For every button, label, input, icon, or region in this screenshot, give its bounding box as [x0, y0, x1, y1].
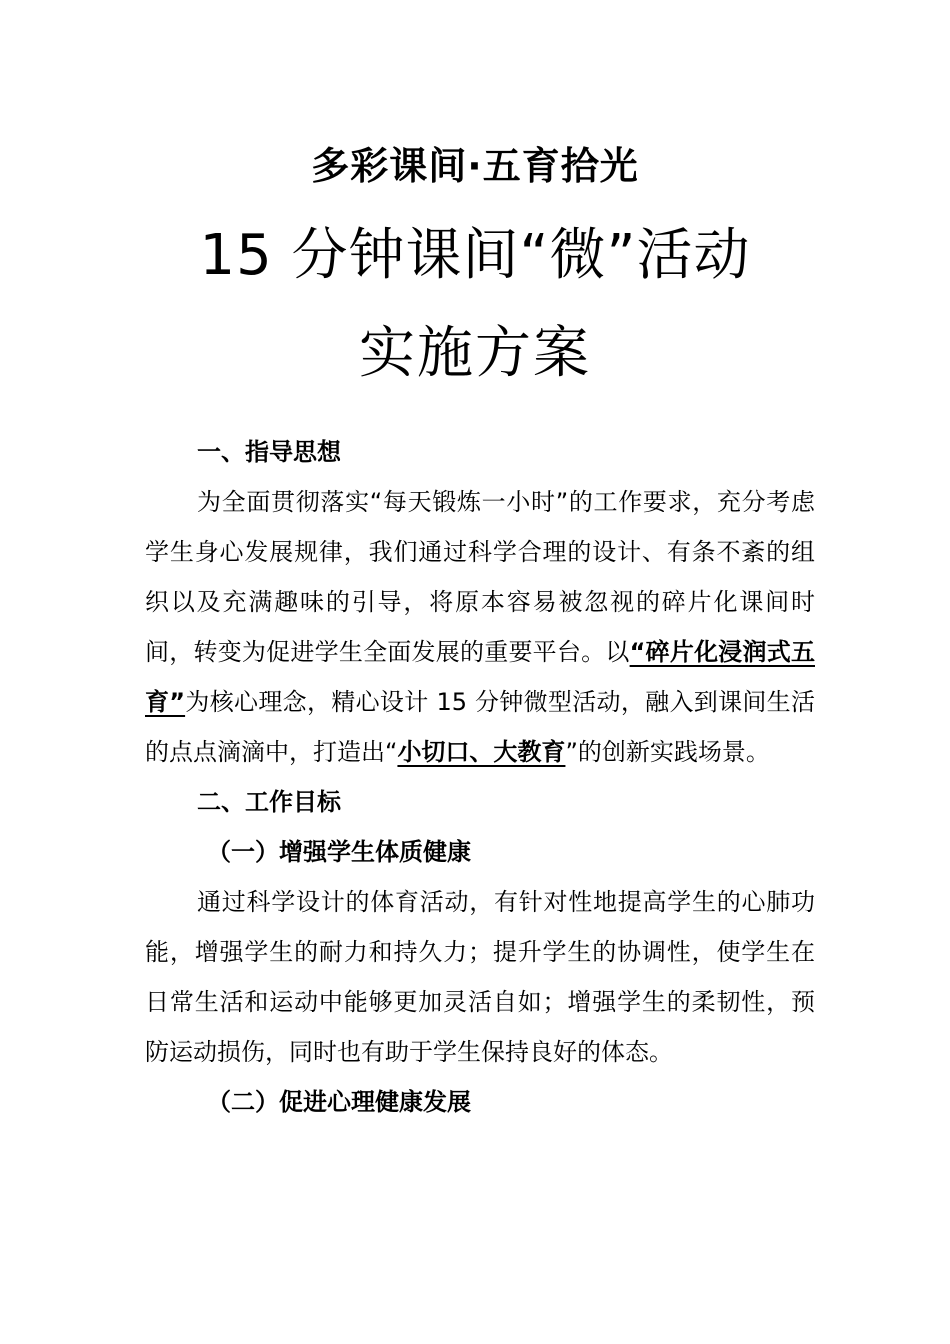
section-heading-work-goals: 二、工作目标 — [197, 788, 341, 816]
document-supertitle: 多彩课间·五育拾光 — [311, 144, 639, 188]
subsection-heading-physical-health: （一）增强学生体质健康 — [207, 838, 471, 866]
emphasis-core-concept: “碎片化浸润式五育” — [145, 638, 815, 716]
document-body — [145, 427, 815, 1127]
section-heading-guiding-ideology: 一、指导思想 — [197, 438, 341, 466]
paragraph-text: ”的创新实践场景。 — [565, 738, 770, 766]
document-title: 15 分钟课间“微”活动 — [199, 223, 751, 288]
subsection-heading-mental-health: （二）促进心理健康发展 — [207, 1088, 471, 1116]
document-subtitle: 实施方案 — [359, 321, 591, 386]
section-paragraph-guiding-ideology — [145, 477, 815, 777]
emphasis-small-entry-big-education: 小切口、大教育 — [397, 738, 566, 766]
paragraph-text: 为全面贯彻落实“每天锻炼一小时”的工作要求，充分考虑学生身心发展规律，我们通过科学合理的设计、有条不紊的组织以及充满趣味的引导，将原本容易被忽视的碎片化课间时间，转变为促进学生全面发展的重要平台。以 — [145, 488, 815, 666]
subsection-paragraph-physical-health: 通过科学设计的体育活动，有针对性地提高学生的心肺功能，增强学生的耐力和持久力；提升学生的协调性，使学生在日常生活和运动中能够更加灵活自如；增强学生的柔韧性，预防运动损伤，同时也有助于学生保持良好的体态。 — [145, 888, 815, 1066]
paragraph-text: 为核心理念，精心设计 15 分钟微型活动，融入到课间生活的点点滴滴中，打造出“ — [145, 688, 815, 766]
